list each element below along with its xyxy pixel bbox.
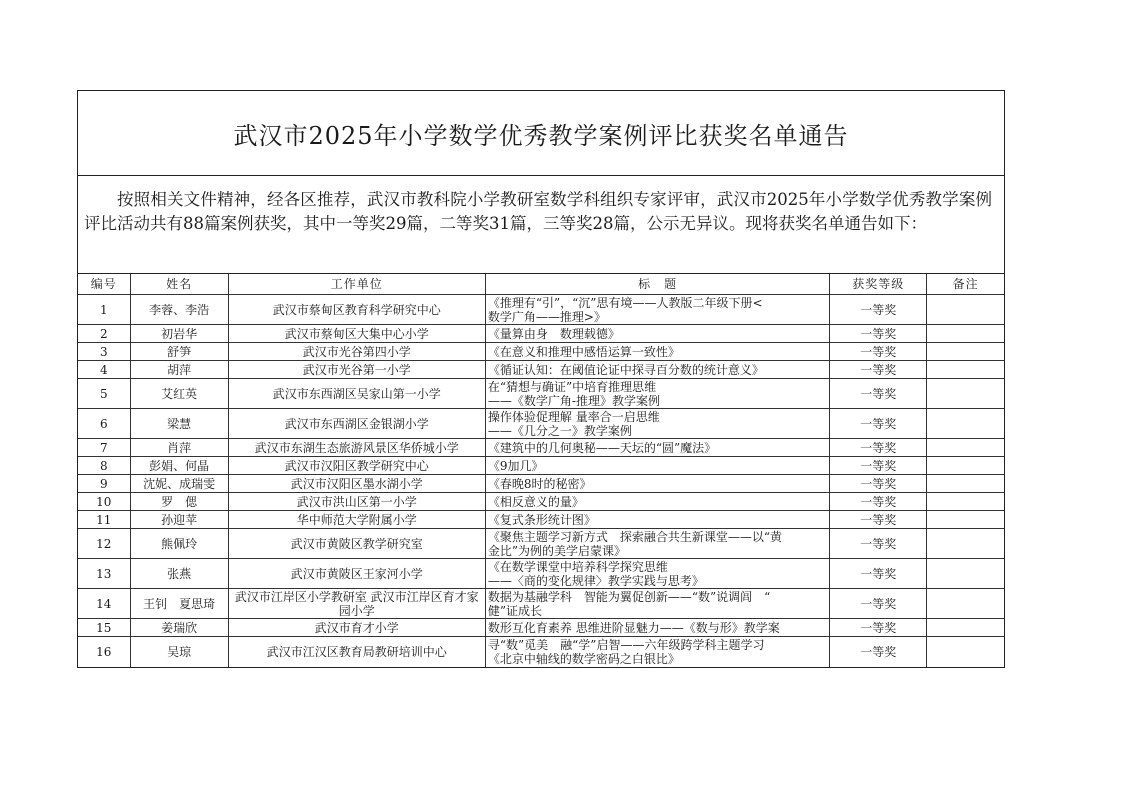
title-line: 《建筑中的几何奥秘——天坛的“圆”魔法》 [487, 440, 717, 455]
cell-award: 一等奖 [830, 439, 927, 457]
cell-num: 3 [78, 343, 130, 361]
cell-name: 张燕 [130, 559, 228, 589]
table-header-row [78, 274, 1004, 295]
cell-note [927, 559, 1004, 589]
cell-unit: 武汉市汉阳区教学研究中心 [228, 457, 485, 475]
cell-name: 孙迎苹 [130, 511, 228, 529]
cell-award: 一等奖 [830, 529, 927, 559]
cell-unit: 武汉市洪山区第一小学 [228, 493, 485, 511]
table-row [78, 475, 1004, 493]
cell-num: 11 [78, 511, 130, 529]
cell-name: 姜瑞欣 [130, 619, 228, 637]
table-row [78, 409, 1004, 439]
cell-title [485, 475, 829, 493]
title-line: ——《数学广角-推理》教学案例 [487, 393, 660, 408]
intro-paragraph: 按照相关文件精神，经各区推荐，武汉市教科院小学教研室数学科组织专家评审，武汉市2025年小学数学优秀教学案例评比活动共有88篇案例获奖，其中一等奖29篇，二等奖31篇，三等奖28篇，公示无异议。现将获奖名单通告如下： [78, 176, 1004, 274]
cell-num: 10 [78, 493, 130, 511]
cell-num: 2 [78, 325, 130, 343]
cell-award: 一等奖 [830, 325, 927, 343]
cell-award: 一等奖 [830, 343, 927, 361]
title-line: 《量算由身 数理载德》 [487, 326, 620, 341]
title-line: ——《几分之一》教学案例 [487, 423, 632, 438]
cell-note [927, 457, 1004, 475]
table-row [78, 325, 1004, 343]
cell-note [927, 589, 1004, 619]
title-line: 《北京中轴线的数学密码之白银比》 [487, 651, 680, 666]
cell-name: 舒笋 [130, 343, 228, 361]
header-name: 姓名 [130, 274, 228, 295]
cell-unit: 武汉市江汉区教育局教研培训中心 [228, 637, 485, 667]
cell-award: 一等奖 [830, 559, 927, 589]
cell-title [485, 589, 829, 619]
header-num: 编号 [78, 274, 130, 295]
table-row [78, 343, 1004, 361]
table-row [78, 559, 1004, 589]
table-row [78, 379, 1004, 409]
cell-num: 6 [78, 409, 130, 439]
cell-num: 12 [78, 529, 130, 559]
cell-num: 8 [78, 457, 130, 475]
title-line: 在“猜想与确证”中培育推理思维 [487, 379, 657, 394]
cell-name: 胡萍 [130, 361, 228, 379]
cell-name: 彭娟、何晶 [130, 457, 228, 475]
title-box [78, 91, 1004, 176]
table-row [78, 457, 1004, 475]
header-award: 获奖等级 [830, 274, 927, 295]
title-line: 数学广角——推理>》 [487, 309, 606, 324]
title-line: 金比”为例的美学启蒙课》 [487, 543, 627, 558]
table-row [78, 619, 1004, 637]
title-line: 操作体验促理解 量率合一启思维 [487, 409, 660, 424]
cell-note [927, 637, 1004, 667]
cell-unit: 武汉市黄陂区王家河小学 [228, 559, 485, 589]
cell-num: 16 [78, 637, 130, 667]
cell-title [485, 379, 829, 409]
table-row [78, 511, 1004, 529]
cell-title [485, 637, 829, 667]
title-line: 健”证成长 [487, 603, 543, 618]
table-row [78, 361, 1004, 379]
cell-num: 15 [78, 619, 130, 637]
cell-note [927, 475, 1004, 493]
cell-award: 一等奖 [830, 409, 927, 439]
table-row [78, 493, 1004, 511]
cell-title [485, 295, 829, 325]
cell-name: 初岩华 [130, 325, 228, 343]
cell-name: 艾红英 [130, 379, 228, 409]
cell-unit: 武汉市光谷第一小学 [228, 361, 485, 379]
cell-num: 5 [78, 379, 130, 409]
cell-note [927, 511, 1004, 529]
cell-unit: 武汉市东西湖区吴家山第一小学 [228, 379, 485, 409]
cell-award: 一等奖 [830, 511, 927, 529]
title-line: 数据为基融学科 智能为翼促创新——“数”说调闾 “ [487, 589, 771, 604]
cell-unit: 武汉市江岸区小学教研室 武汉市江岸区育才家园小学 [228, 589, 485, 619]
cell-award: 一等奖 [830, 589, 927, 619]
header-unit: 工作单位 [228, 274, 485, 295]
cell-note [927, 295, 1004, 325]
header-note: 备注 [927, 274, 1004, 295]
title-line: 《循证认知：在阈值论证中探寻百分数的统计意义》 [487, 362, 764, 377]
title-line: ——〈商的变化规律〉教学实践与思考》 [487, 573, 704, 588]
cell-unit: 华中师范大学附属小学 [228, 511, 485, 529]
cell-title [485, 325, 829, 343]
table-row [78, 295, 1004, 325]
title-line: 寻“数”觅美 融“学”启智——六年级跨学科主题学习 [487, 637, 765, 652]
cell-title [485, 439, 829, 457]
cell-name: 沈妮、成瑞雯 [130, 475, 228, 493]
cell-title [485, 511, 829, 529]
title-line: 《相反意义的量》 [487, 494, 584, 509]
cell-name: 肖萍 [130, 439, 228, 457]
cell-unit: 武汉市蔡甸区教育科学研究中心 [228, 295, 485, 325]
title-line: 《在数学课堂中培养科学探究思维 [487, 559, 668, 574]
table-row [78, 589, 1004, 619]
cell-note [927, 325, 1004, 343]
cell-unit: 武汉市育才小学 [228, 619, 485, 637]
cell-award: 一等奖 [830, 457, 927, 475]
cell-note [927, 361, 1004, 379]
cell-num: 13 [78, 559, 130, 589]
table-row [78, 637, 1004, 667]
cell-note [927, 619, 1004, 637]
cell-unit: 武汉市东西湖区金银湖小学 [228, 409, 485, 439]
cell-num: 14 [78, 589, 130, 619]
cell-name: 罗 偲 [130, 493, 228, 511]
title-line: 《在意义和推理中感悟运算一致性》 [487, 344, 680, 359]
cell-note [927, 409, 1004, 439]
cell-title [485, 409, 829, 439]
cell-note [927, 343, 1004, 361]
title-line: 《推理有“引”，“沉”思有境——人教版二年级下册< [487, 295, 763, 310]
cell-award: 一等奖 [830, 619, 927, 637]
cell-unit: 武汉市黄陂区教学研究室 [228, 529, 485, 559]
cell-num: 1 [78, 295, 130, 325]
cell-award: 一等奖 [830, 637, 927, 667]
cell-name: 王钊 夏思琦 [130, 589, 228, 619]
cell-name: 吴琼 [130, 637, 228, 667]
table-row [78, 439, 1004, 457]
cell-award: 一等奖 [830, 475, 927, 493]
cell-title [485, 361, 829, 379]
cell-name: 梁慧 [130, 409, 228, 439]
cell-award: 一等奖 [830, 493, 927, 511]
award-table [78, 274, 1004, 667]
cell-title [485, 529, 829, 559]
table-row [78, 529, 1004, 559]
cell-award: 一等奖 [830, 361, 927, 379]
cell-name: 熊佩玲 [130, 529, 228, 559]
cell-note [927, 379, 1004, 409]
cell-name: 李蓉、李浩 [130, 295, 228, 325]
cell-note [927, 493, 1004, 511]
notice-sheet [77, 90, 1005, 668]
title-line: 《复式条形统计图》 [487, 512, 596, 527]
cell-award: 一等奖 [830, 379, 927, 409]
cell-title [485, 457, 829, 475]
cell-note [927, 439, 1004, 457]
cell-num: 7 [78, 439, 130, 457]
cell-num: 9 [78, 475, 130, 493]
cell-unit: 武汉市汉阳区墨水湖小学 [228, 475, 485, 493]
cell-note [927, 529, 1004, 559]
cell-title [485, 493, 829, 511]
title-line: 《聚焦主题学习新方式 探索融合共生新课堂——以“黄 [487, 529, 783, 544]
cell-unit: 武汉市光谷第四小学 [228, 343, 485, 361]
cell-unit: 武汉市蔡甸区大集中心小学 [228, 325, 485, 343]
cell-unit: 武汉市东湖生态旅游风景区华侨城小学 [228, 439, 485, 457]
cell-title [485, 559, 829, 589]
title-line: 《春晚8时的秘密》 [487, 476, 592, 491]
page-title: 武汉市2025年小学数学优秀教学案例评比获奖名单通告 [233, 121, 849, 150]
cell-title [485, 343, 829, 361]
cell-title [485, 619, 829, 637]
title-line: 数形互化育素养 思维进阶显魅力——《数与形》教学案 [487, 620, 780, 635]
header-title: 标 题 [485, 274, 829, 295]
cell-award: 一等奖 [830, 295, 927, 325]
cell-num: 4 [78, 361, 130, 379]
title-line: 《9加几》 [487, 458, 544, 473]
